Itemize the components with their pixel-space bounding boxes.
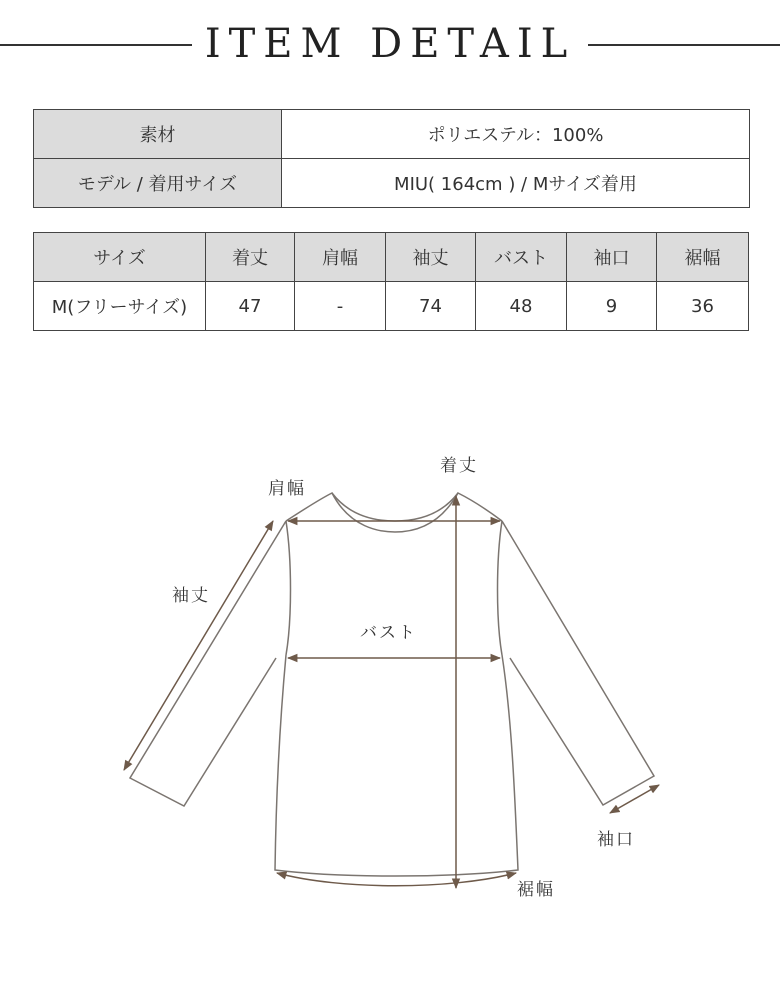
- measurement-arrows: [124, 496, 659, 888]
- table-cell: 74: [386, 282, 476, 331]
- size-table: [33, 232, 749, 331]
- column-header: バスト: [476, 233, 567, 282]
- column-header: 袖丈: [386, 233, 476, 282]
- column-header: 裾幅: [657, 233, 749, 282]
- right-sleeve-outline: [502, 521, 654, 805]
- table-cell: 47: [206, 282, 295, 331]
- title-rule-left: [0, 44, 192, 46]
- column-header: 着丈: [206, 233, 295, 282]
- label-length: 着丈: [440, 456, 478, 476]
- label-bust: バスト: [360, 623, 417, 643]
- sleeve-arrow: [124, 521, 273, 770]
- body-outline: [275, 655, 518, 876]
- column-header: 袖口: [567, 233, 657, 282]
- info-row-model: [34, 159, 750, 208]
- column-header: サイズ: [34, 233, 206, 282]
- table-cell: 9: [567, 282, 657, 331]
- label-shoulder: 肩幅: [268, 479, 306, 499]
- neckline-inner: [332, 493, 458, 532]
- table-cell: 48: [476, 282, 567, 331]
- neckline-outer: [286, 493, 502, 521]
- right-armhole: [498, 521, 503, 655]
- info-value: ポリエステル：100%: [282, 110, 750, 159]
- title-rule-right: [588, 44, 780, 46]
- left-armhole: [286, 521, 291, 655]
- label-hem: 裾幅: [517, 880, 555, 900]
- label-cuff: 袖口: [597, 830, 635, 850]
- size-table-header-row: [34, 233, 749, 282]
- info-label: 素材: [34, 110, 282, 159]
- info-label: モデル / 着用サイズ: [34, 159, 282, 208]
- table-cell: M(フリーサイズ): [34, 282, 206, 331]
- column-header: 肩幅: [295, 233, 386, 282]
- info-row-material: [34, 110, 750, 159]
- section-title-row: [0, 18, 780, 70]
- table-cell: -: [295, 282, 386, 331]
- section-title: ITEM DETAIL: [204, 21, 576, 67]
- table-row: [34, 282, 749, 331]
- left-sleeve-outline: [130, 521, 286, 806]
- table-cell: 36: [657, 282, 749, 331]
- label-sleeve: 袖丈: [172, 586, 210, 606]
- cuff-arrow: [610, 785, 659, 813]
- info-value: MIU( 164cm ) / Mサイズ着用: [282, 159, 750, 208]
- garment-measurement-diagram: [0, 440, 780, 920]
- material-info-table: [33, 109, 750, 208]
- hem-arrow: [277, 873, 516, 886]
- sweater-outline: [130, 493, 654, 876]
